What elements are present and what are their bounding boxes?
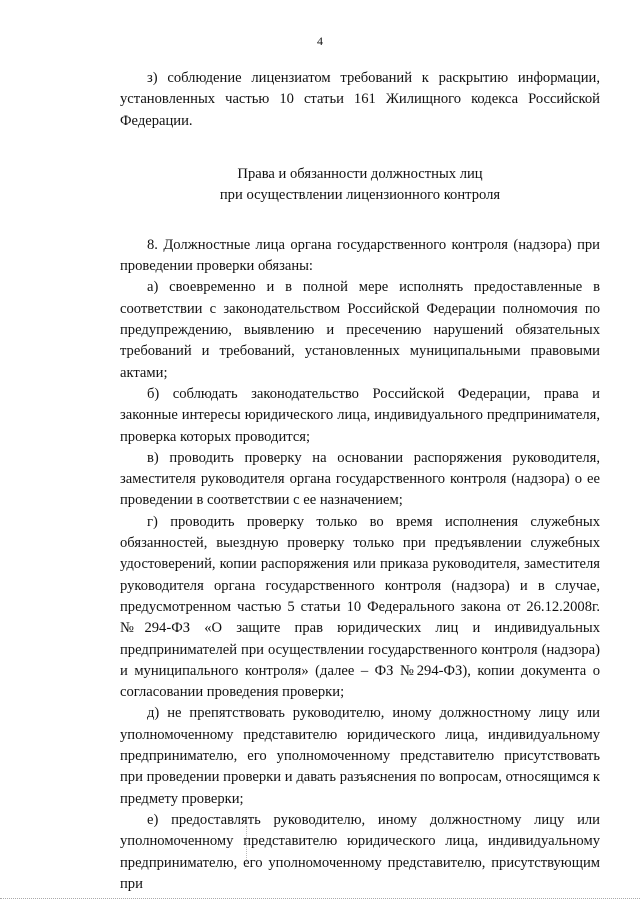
scan-edge-line xyxy=(0,898,640,900)
paragraph-g: г) проводить проверку только во время исполнения служебных обязанностей, выездную проверку только при предъявлении служебных удостоверений, копии распоряжения или приказа руководителя, заместителя руководителя органа государственного контроля (надзора) и в случае, предусмотренном частью 5 статьи 10 Федерального закона от 26.12.2008г. №294-ФЗ «О защите прав юридических лиц и индивидуальных предпринимателей при осуществлении государственного контроля (надзора) и муниципального контроля» (далее – ФЗ №294-ФЗ), копии документа о согласовании проведения проверки; xyxy=(120,513,600,701)
paragraph-v: в) проводить проверку на основании распоряжения руководителя, заместителя руководителя органа государственного контроля (надзора) о ее проведении в соответствии с ее назначением; xyxy=(120,449,600,509)
section-heading xyxy=(120,164,600,207)
scan-artifact xyxy=(246,826,248,866)
paragraph-8: 8. Должностные лица органа государственного контроля (надзора) при проведении проверки обязаны: xyxy=(120,236,600,275)
section-heading-line-2: при осуществлении лицензионного контроля xyxy=(219,187,501,204)
paragraph-z: з) соблюдение лицензиатом требований к раскрытию информации, установленных частью 10 статьи 161 Жилищного кодекса Российской Федерации. xyxy=(120,70,600,129)
paragraph-e: е) предоставлять руководителю, иному должностному лицу или уполномоченному представителю юридического лица, индивидуальному предпринимателю, его уполномоченному представителю, присутствующим при xyxy=(120,811,600,892)
page-number: 4 xyxy=(317,34,323,48)
document-body xyxy=(120,68,600,895)
paragraph-b: б) соблюдать законодательство Российской Федерации, права и законные интересы юридического лица, индивидуального предпринимателя, проверка которых проводится; xyxy=(120,385,600,445)
paragraph-d: д) не препятствовать руководителю, иному должностному лицу или уполномоченному представителю юридического лица, индивидуальному предпринимателю, его уполномоченному представителю присутствовать при проведении проверки и давать разъяснения по вопросам, относящимся к предмету проверки; xyxy=(120,705,600,807)
section-heading-line-1: Права и обязанности должностных лиц xyxy=(237,165,483,182)
paragraph-a: а) своевременно и в полной мере исполнять предоставленные в соответствии с законодательством Российской Федерации полномочия по предупреждению, выявлению и пресечению нарушений обязательных требований и требований, установленных муниципальными правовыми актами; xyxy=(120,279,600,381)
